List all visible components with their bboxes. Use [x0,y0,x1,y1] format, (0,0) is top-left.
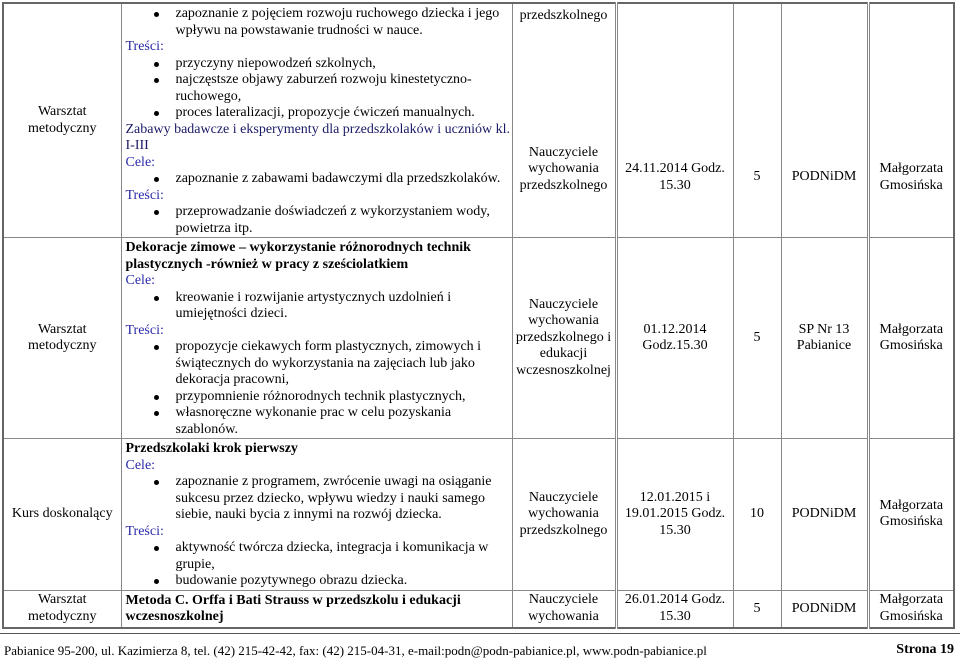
tresci-list [126,540,512,590]
audience: Nauczyciele wychowania przedszkolnego [519,144,608,193]
hours: 5 [753,169,761,185]
table-row [3,3,954,238]
form-type: Kurs doskonalący [11,506,113,521]
audience-top: przedszkolnego [519,8,608,23]
list-item: zapoznanie z pojęciem rozwoju ruchowego dziecka i jego wpływu na powstawanie trudności w nauce. [126,6,512,39]
list-item: kreowanie i rozwijanie artystycznych uzdolnień i umiejętności dzieci. [126,290,512,323]
table-row [3,238,954,439]
cele-list [126,171,512,188]
leader: Małgorzata Gmosińska [879,592,944,624]
audience-cell [512,238,616,439]
place-cell [781,590,868,628]
topic-cell [121,439,512,591]
page-number: Strona 19 [896,642,954,657]
hours-cell [733,3,781,238]
training-schedule-table [2,2,955,629]
date-cell [616,590,733,628]
section-label: Cele: [125,457,156,473]
form-cell [3,590,121,628]
footer-address: Pabianice 95-200, ul. Kazimierza 8, tel. (42) 215-42-42, fax: (42) 215-04-31, e-mail:podn@podn-pabianice.pl, www.podn-pabianice.pl [4,643,707,658]
leader-cell [868,590,954,628]
cele-list [126,290,512,323]
hours: 10 [750,506,764,521]
list-item: zapoznanie z zabawami badawczymi dla przedszkolaków. [126,171,512,188]
section-label: Cele: [125,154,156,170]
topic-title: Dekoracje zimowe – wykorzystanie różnorodnych technik plastycznych -również w pracy z sześciolatkiem [125,240,471,272]
place: SP Nr 13 Pabianice [796,321,852,353]
page-footer [0,633,960,660]
audience-cell [512,439,616,591]
form-cell [3,439,121,591]
list-item: budowanie pozytywnego obrazu dziecka. [126,573,512,590]
cele-list [126,474,512,524]
list-item: proces lateralizacji, propozycje ćwiczeń manualnych. [126,105,512,122]
hours: 5 [753,600,761,616]
date: 01.12.2014 Godz.15.30 [642,321,708,353]
table-row [3,439,954,591]
audience: Nauczyciele wychowania przedszkolnego [519,489,608,538]
topic-cell [121,3,512,238]
audience-cell [512,3,616,238]
hours: 5 [753,329,761,345]
topic-title: Zabawy badawcze i eksperymenty dla przedszkolaków i uczniów kl. I-III [125,121,510,153]
list-item: przyczyny niepowodzeń szkolnych, [126,56,512,73]
leader: Małgorzata Gmosińska [879,161,944,193]
list-item: najczęstsze objawy zaburzeń rozwoju kinestetyczno-ruchowego, [126,72,512,105]
place-cell [781,3,868,238]
leader-cell [868,3,954,238]
list-item: aktywność twórcza dziecka, integracja i komunikacja w grupie, [126,540,512,573]
date: 12.01.2015 i 19.01.2015 Godz. 15.30 [624,489,726,538]
topic-title: Metoda C. Orffa i Bati Strauss w przedszkolu i edukacji wczesnoszkolnej [125,592,461,624]
form-type: Warsztat metodyczny [28,321,97,353]
section-label: Treści: [125,39,164,54]
hours-cell [733,590,781,628]
list-item: propozycje ciekawych form plastycznych, zimowych i świątecznych do wykorzystania na zajęciach lub jako dekoracja pracowni, [126,339,512,389]
tresci-list [126,204,512,237]
date-cell [616,439,733,591]
leader: Małgorzata Gmosińska [879,497,944,530]
audience: Nauczyciele wychowania [528,592,599,624]
tresci-list [126,56,512,122]
tresci-list [126,339,512,438]
topic-title: Przedszkolaki krok pierwszy [125,441,298,456]
form-type: Warsztat metodyczny [28,104,97,136]
hours-cell [733,238,781,439]
section-label: Cele: [125,273,156,288]
topic-cell [121,590,512,628]
place: PODNiDM [791,169,857,185]
leader-cell [868,238,954,439]
section-label: Treści: [125,523,164,539]
place: PODNiDM [791,600,857,616]
date-cell [616,3,733,238]
date-cell [616,238,733,439]
list-item: przeprowadzanie doświadczeń z wykorzystaniem wody, powietrza itp. [126,204,512,237]
place-cell [781,439,868,591]
leader: Małgorzata Gmosińska [879,321,944,353]
audience-cell [512,590,616,628]
place-cell [781,238,868,439]
list-item: przypomnienie różnorodnych technik plastycznych, [126,389,512,406]
intro-list [126,6,512,39]
hours-cell [733,439,781,591]
list-item: własnoręczne wykonanie prac w celu pozyskania szablonów. [126,405,512,438]
date: 24.11.2014 Godz. 15.30 [625,161,725,193]
list-item: zapoznanie z programem, zwrócenie uwagi na osiąganie sukcesu przez dziecko, wpływu wiedzy i nauki samego siebie, nauki bycia z innymi na rozwój dziecka. [126,474,512,524]
topic-cell [121,238,512,439]
section-label: Treści: [125,322,164,338]
table-row [3,590,954,628]
form-type: Warsztat metodyczny [28,592,97,624]
form-cell [3,3,121,238]
date: 26.01.2014 Godz. 15.30 [624,592,726,624]
section-label: Treści: [125,187,164,203]
audience: Nauczyciele wychowania przedszkolnego i edukacji wczesnoszkolnej [515,296,612,378]
place: PODNiDM [791,506,857,521]
leader-cell [868,439,954,591]
form-cell [3,238,121,439]
